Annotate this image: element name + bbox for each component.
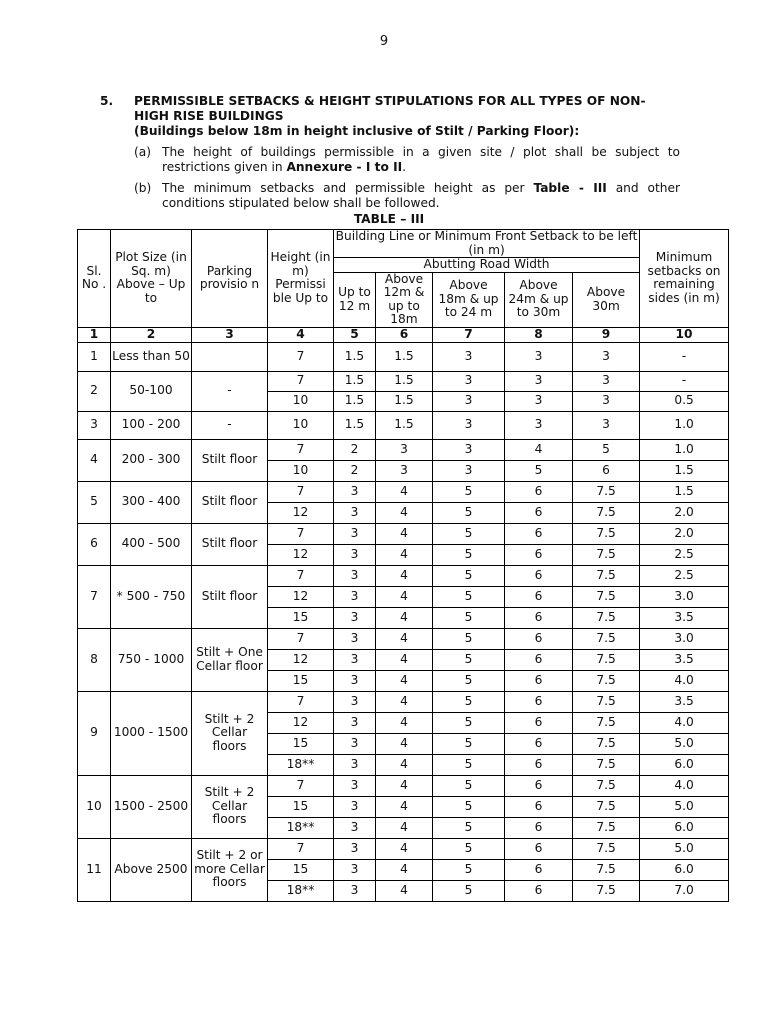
road-24-30m-cell: 6	[505, 838, 573, 859]
road-upto-12m-cell: 3	[334, 859, 376, 880]
plot-size-cell: 50-100	[111, 371, 192, 411]
road-18-24m-cell: 5	[433, 649, 505, 670]
road-18-24m-cell: 3	[433, 460, 505, 481]
annexure-reference: Annexure - I to II	[286, 160, 403, 174]
road-12-18m-cell: 4	[376, 817, 433, 838]
road-18-24m-cell: 5	[433, 796, 505, 817]
road-upto-12m-cell: 3	[334, 733, 376, 754]
road-upto-12m-cell: 3	[334, 607, 376, 628]
height-cell: 12	[268, 586, 334, 607]
sl-no-cell: 4	[78, 439, 111, 481]
sl-no-cell: 5	[78, 481, 111, 523]
road-12-18m-cell: 4	[376, 838, 433, 859]
plot-size-cell: Less than 50	[111, 342, 192, 371]
setback-table	[77, 229, 729, 902]
min-setback-cell: 3.5	[640, 649, 729, 670]
min-setback-cell: 3.0	[640, 628, 729, 649]
parking-cell: Stilt floor	[192, 439, 268, 481]
road-above-30m-cell: 7.5	[573, 712, 640, 733]
road-24-30m-cell: 6	[505, 775, 573, 796]
road-upto-12m-cell: 3	[334, 796, 376, 817]
road-12-18m-cell: 4	[376, 733, 433, 754]
min-setback-cell: 6.0	[640, 817, 729, 838]
clause-label: (b)	[134, 181, 152, 195]
road-18-24m-cell: 5	[433, 775, 505, 796]
min-setback-cell: 6.0	[640, 754, 729, 775]
height-cell: 15	[268, 733, 334, 754]
min-setback-cell: 1.5	[640, 481, 729, 502]
road-18-24m-cell: 5	[433, 859, 505, 880]
road-upto-12m-cell: 1.5	[334, 342, 376, 371]
road-upto-12m-cell: 3	[334, 586, 376, 607]
road-24-30m-cell: 6	[505, 754, 573, 775]
plot-size-cell: 1000 - 1500	[111, 691, 192, 775]
road-12-18m-cell: 4	[376, 502, 433, 523]
road-18-24m-cell: 5	[433, 733, 505, 754]
parking-cell: -	[192, 411, 268, 439]
road-above-30m-cell: 7.5	[573, 481, 640, 502]
road-24-30m-cell: 6	[505, 565, 573, 586]
height-cell: 10	[268, 411, 334, 439]
road-above-30m-cell: 7.5	[573, 670, 640, 691]
plot-size-cell: 100 - 200	[111, 411, 192, 439]
road-24-30m-cell: 6	[505, 796, 573, 817]
plot-size-cell: Above 2500	[111, 838, 192, 901]
road-12-18m-cell: 4	[376, 607, 433, 628]
road-24-30m-cell: 6	[505, 733, 573, 754]
column-number: 5	[334, 327, 376, 342]
section-subtitle: (Buildings below 18m in height inclusive of Stilt / Parking Floor):	[134, 124, 580, 138]
road-upto-12m-cell: 3	[334, 544, 376, 565]
sl-no-cell: 9	[78, 691, 111, 775]
road-12-18m-cell: 4	[376, 628, 433, 649]
road-12-18m-cell: 4	[376, 880, 433, 901]
page-number: 9	[379, 34, 389, 49]
road-18-24m-cell: 5	[433, 754, 505, 775]
height-cell: 15	[268, 859, 334, 880]
height-cell: 15	[268, 670, 334, 691]
sl-no-cell: 6	[78, 523, 111, 565]
road-above-30m-cell: 7.5	[573, 565, 640, 586]
table-row	[78, 439, 729, 460]
road-18-24m-cell: 3	[433, 439, 505, 460]
section-number: 5.	[100, 94, 114, 108]
section-5	[100, 94, 680, 211]
road-upto-12m-cell: 2	[334, 460, 376, 481]
height-cell: 7	[268, 838, 334, 859]
road-above-30m-cell: 7.5	[573, 586, 640, 607]
road-18-24m-cell: 5	[433, 523, 505, 544]
table-reference: Table - III	[533, 181, 607, 195]
parking-cell: Stilt + 2 Cellar floors	[192, 691, 268, 775]
road-12-18m-cell: 4	[376, 523, 433, 544]
height-cell: 10	[268, 460, 334, 481]
height-cell: 15	[268, 796, 334, 817]
road-above-30m-cell: 3	[573, 411, 640, 439]
road-12-18m-cell: 1.5	[376, 342, 433, 371]
table-row	[78, 691, 729, 712]
min-setback-cell: 2.0	[640, 523, 729, 544]
clause-text: The height of buildings permissible in a given site / plot shall be subject to restrictions given in Annexure - I to II.	[162, 145, 680, 174]
height-cell: 18**	[268, 817, 334, 838]
road-12-18m-cell: 1.5	[376, 371, 433, 391]
road-24-30m-cell: 6	[505, 880, 573, 901]
plot-size-cell: * 500 - 750	[111, 565, 192, 628]
road-24-30m-cell: 6	[505, 817, 573, 838]
sl-no-cell: 3	[78, 411, 111, 439]
road-18-24m-cell: 5	[433, 481, 505, 502]
road-above-30m-cell: 7.5	[573, 502, 640, 523]
road-upto-12m-cell: 3	[334, 775, 376, 796]
road-12-18m-cell: 4	[376, 775, 433, 796]
road-18-24m-cell: 3	[433, 371, 505, 391]
table-caption: TABLE – III	[353, 212, 425, 226]
height-cell: 12	[268, 712, 334, 733]
road-24-30m-cell: 6	[505, 712, 573, 733]
clause-text: The minimum setbacks and permissible height as per Table - III and other conditions stipulated below shall be followed.	[162, 181, 680, 210]
road-18-24m-cell: 5	[433, 565, 505, 586]
header-road-col: Up to 12 m	[334, 272, 376, 327]
height-cell: 7	[268, 371, 334, 391]
min-setback-cell: 2.5	[640, 544, 729, 565]
min-setback-cell: 3.5	[640, 691, 729, 712]
min-setback-cell: 5.0	[640, 796, 729, 817]
road-18-24m-cell: 5	[433, 544, 505, 565]
height-cell: 12	[268, 502, 334, 523]
road-upto-12m-cell: 3	[334, 838, 376, 859]
clause-b	[134, 181, 680, 211]
min-setback-cell: -	[640, 342, 729, 371]
min-setback-cell: 3.0	[640, 586, 729, 607]
road-above-30m-cell: 7.5	[573, 796, 640, 817]
min-setback-cell: 2.0	[640, 502, 729, 523]
clause-label: (a)	[134, 145, 151, 159]
road-18-24m-cell: 3	[433, 411, 505, 439]
column-number-row	[78, 327, 729, 342]
road-upto-12m-cell: 3	[334, 628, 376, 649]
road-12-18m-cell: 4	[376, 796, 433, 817]
road-18-24m-cell: 5	[433, 628, 505, 649]
road-18-24m-cell: 5	[433, 502, 505, 523]
height-cell: 7	[268, 775, 334, 796]
road-upto-12m-cell: 3	[334, 712, 376, 733]
height-cell: 18**	[268, 880, 334, 901]
plot-size-cell: 750 - 1000	[111, 628, 192, 691]
road-above-30m-cell: 3	[573, 391, 640, 411]
road-12-18m-cell: 4	[376, 481, 433, 502]
road-18-24m-cell: 5	[433, 586, 505, 607]
column-number: 9	[573, 327, 640, 342]
height-cell: 18**	[268, 754, 334, 775]
road-12-18m-cell: 4	[376, 544, 433, 565]
parking-cell: Stilt + 2 Cellar floors	[192, 775, 268, 838]
road-upto-12m-cell: 3	[334, 880, 376, 901]
road-24-30m-cell: 6	[505, 670, 573, 691]
road-upto-12m-cell: 3	[334, 481, 376, 502]
road-above-30m-cell: 7.5	[573, 817, 640, 838]
road-above-30m-cell: 7.5	[573, 733, 640, 754]
road-upto-12m-cell: 3	[334, 523, 376, 544]
table-row	[78, 775, 729, 796]
sl-no-cell: 2	[78, 371, 111, 411]
road-24-30m-cell: 6	[505, 586, 573, 607]
road-12-18m-cell: 3	[376, 439, 433, 460]
header-road-col: Above 24m & up to 30m	[505, 272, 573, 327]
column-number: 8	[505, 327, 573, 342]
min-setback-cell: 1.0	[640, 439, 729, 460]
height-cell: 15	[268, 607, 334, 628]
min-setback-cell: 7.0	[640, 880, 729, 901]
road-upto-12m-cell: 1.5	[334, 411, 376, 439]
road-24-30m-cell: 6	[505, 481, 573, 502]
header-parking: Parking provisio n	[192, 230, 268, 328]
road-24-30m-cell: 3	[505, 391, 573, 411]
road-18-24m-cell: 5	[433, 817, 505, 838]
road-12-18m-cell: 4	[376, 586, 433, 607]
height-cell: 7	[268, 691, 334, 712]
sl-no-cell: 7	[78, 565, 111, 628]
road-24-30m-cell: 6	[505, 859, 573, 880]
road-12-18m-cell: 1.5	[376, 411, 433, 439]
table-row	[78, 481, 729, 502]
road-12-18m-cell: 4	[376, 859, 433, 880]
road-24-30m-cell: 6	[505, 628, 573, 649]
height-cell: 10	[268, 391, 334, 411]
road-upto-12m-cell: 3	[334, 754, 376, 775]
road-above-30m-cell: 7.5	[573, 859, 640, 880]
road-18-24m-cell: 5	[433, 880, 505, 901]
road-upto-12m-cell: 3	[334, 691, 376, 712]
section-heading	[100, 94, 680, 124]
road-18-24m-cell: 5	[433, 838, 505, 859]
plot-size-cell: 400 - 500	[111, 523, 192, 565]
min-setback-cell: 1.5	[640, 460, 729, 481]
road-12-18m-cell: 4	[376, 565, 433, 586]
road-upto-12m-cell: 3	[334, 502, 376, 523]
road-above-30m-cell: 3	[573, 342, 640, 371]
height-cell: 7	[268, 481, 334, 502]
section-title: PERMISSIBLE SETBACKS & HEIGHT STIPULATIONS FOR ALL TYPES OF NON-HIGH RISE BUILDINGS	[134, 94, 646, 123]
road-24-30m-cell: 3	[505, 411, 573, 439]
table-row	[78, 523, 729, 544]
road-above-30m-cell: 7.5	[573, 691, 640, 712]
parking-cell: Stilt + 2 or more Cellar floors	[192, 838, 268, 901]
road-above-30m-cell: 7.5	[573, 607, 640, 628]
road-24-30m-cell: 5	[505, 460, 573, 481]
table-row	[78, 838, 729, 859]
column-number: 7	[433, 327, 505, 342]
header-sl-no: Sl. No .	[78, 230, 111, 328]
road-above-30m-cell: 7.5	[573, 880, 640, 901]
min-setback-cell: 4.0	[640, 775, 729, 796]
height-cell: 12	[268, 544, 334, 565]
road-upto-12m-cell: 1.5	[334, 391, 376, 411]
header-abutting-road: Abutting Road Width	[334, 258, 640, 273]
parking-cell: Stilt + One Cellar floor	[192, 628, 268, 691]
road-above-30m-cell: 7.5	[573, 775, 640, 796]
sl-no-cell: 10	[78, 775, 111, 838]
road-above-30m-cell: 7.5	[573, 544, 640, 565]
min-setback-cell: 6.0	[640, 859, 729, 880]
road-upto-12m-cell: 3	[334, 565, 376, 586]
table-row	[78, 565, 729, 586]
sl-no-cell: 8	[78, 628, 111, 691]
height-cell: 7	[268, 523, 334, 544]
table-body	[78, 327, 729, 901]
height-cell: 7	[268, 439, 334, 460]
column-number: 2	[111, 327, 192, 342]
road-upto-12m-cell: 3	[334, 670, 376, 691]
road-24-30m-cell: 6	[505, 523, 573, 544]
header-height: Height (in m) Permissi ble Up to	[268, 230, 334, 328]
road-above-30m-cell: 7.5	[573, 649, 640, 670]
parking-cell: Stilt floor	[192, 523, 268, 565]
min-setback-cell: 5.0	[640, 733, 729, 754]
road-18-24m-cell: 3	[433, 391, 505, 411]
plot-size-cell: 1500 - 2500	[111, 775, 192, 838]
clause-a	[134, 145, 680, 175]
sl-no-cell: 1	[78, 342, 111, 371]
header-building-line: Building Line or Minimum Front Setback to be left (in m)	[334, 230, 640, 258]
table-row	[78, 628, 729, 649]
road-12-18m-cell: 1.5	[376, 391, 433, 411]
road-above-30m-cell: 7.5	[573, 523, 640, 544]
road-12-18m-cell: 4	[376, 691, 433, 712]
road-above-30m-cell: 7.5	[573, 754, 640, 775]
height-cell: 7	[268, 628, 334, 649]
road-12-18m-cell: 4	[376, 712, 433, 733]
min-setback-cell: 0.5	[640, 391, 729, 411]
column-number: 6	[376, 327, 433, 342]
table-row	[78, 342, 729, 371]
road-12-18m-cell: 3	[376, 460, 433, 481]
road-12-18m-cell: 4	[376, 670, 433, 691]
min-setback-cell: 4.0	[640, 712, 729, 733]
road-12-18m-cell: 4	[376, 649, 433, 670]
road-18-24m-cell: 5	[433, 712, 505, 733]
height-cell: 12	[268, 649, 334, 670]
header-plot-size: Plot Size (in Sq. m) Above – Up to	[111, 230, 192, 328]
min-setback-cell: 3.5	[640, 607, 729, 628]
column-number: 4	[268, 327, 334, 342]
table-row	[78, 371, 729, 391]
parking-cell: Stilt floor	[192, 481, 268, 523]
min-setback-cell: 2.5	[640, 565, 729, 586]
column-number: 10	[640, 327, 729, 342]
road-18-24m-cell: 5	[433, 670, 505, 691]
column-number: 3	[192, 327, 268, 342]
road-above-30m-cell: 7.5	[573, 628, 640, 649]
header-road-col: Above 18m & up to 24 m	[433, 272, 505, 327]
column-number: 1	[78, 327, 111, 342]
road-24-30m-cell: 6	[505, 691, 573, 712]
road-24-30m-cell: 3	[505, 371, 573, 391]
min-setback-cell: 1.0	[640, 411, 729, 439]
road-24-30m-cell: 6	[505, 607, 573, 628]
height-cell: 7	[268, 565, 334, 586]
road-upto-12m-cell: 3	[334, 649, 376, 670]
road-above-30m-cell: 3	[573, 371, 640, 391]
road-upto-12m-cell: 2	[334, 439, 376, 460]
parking-cell: -	[192, 371, 268, 411]
road-above-30m-cell: 6	[573, 460, 640, 481]
road-18-24m-cell: 3	[433, 342, 505, 371]
road-18-24m-cell: 5	[433, 691, 505, 712]
sl-no-cell: 11	[78, 838, 111, 901]
height-cell: 7	[268, 342, 334, 371]
min-setback-cell: 5.0	[640, 838, 729, 859]
parking-cell: Stilt floor	[192, 565, 268, 628]
header-road-col: Above 30m	[573, 272, 640, 327]
plot-size-cell: 300 - 400	[111, 481, 192, 523]
road-12-18m-cell: 4	[376, 754, 433, 775]
min-setback-cell: -	[640, 371, 729, 391]
header-road-col: Above 12m & up to 18m	[376, 272, 433, 327]
road-24-30m-cell: 6	[505, 544, 573, 565]
plot-size-cell: 200 - 300	[111, 439, 192, 481]
road-above-30m-cell: 5	[573, 439, 640, 460]
road-upto-12m-cell: 3	[334, 817, 376, 838]
road-upto-12m-cell: 1.5	[334, 371, 376, 391]
road-24-30m-cell: 3	[505, 342, 573, 371]
header-min-setbacks: Minimum setbacks on remaining sides (in m)	[640, 230, 729, 328]
road-24-30m-cell: 4	[505, 439, 573, 460]
road-24-30m-cell: 6	[505, 502, 573, 523]
parking-cell	[192, 342, 268, 371]
road-above-30m-cell: 7.5	[573, 838, 640, 859]
road-18-24m-cell: 5	[433, 607, 505, 628]
min-setback-cell: 4.0	[640, 670, 729, 691]
table-row	[78, 411, 729, 439]
road-24-30m-cell: 6	[505, 649, 573, 670]
